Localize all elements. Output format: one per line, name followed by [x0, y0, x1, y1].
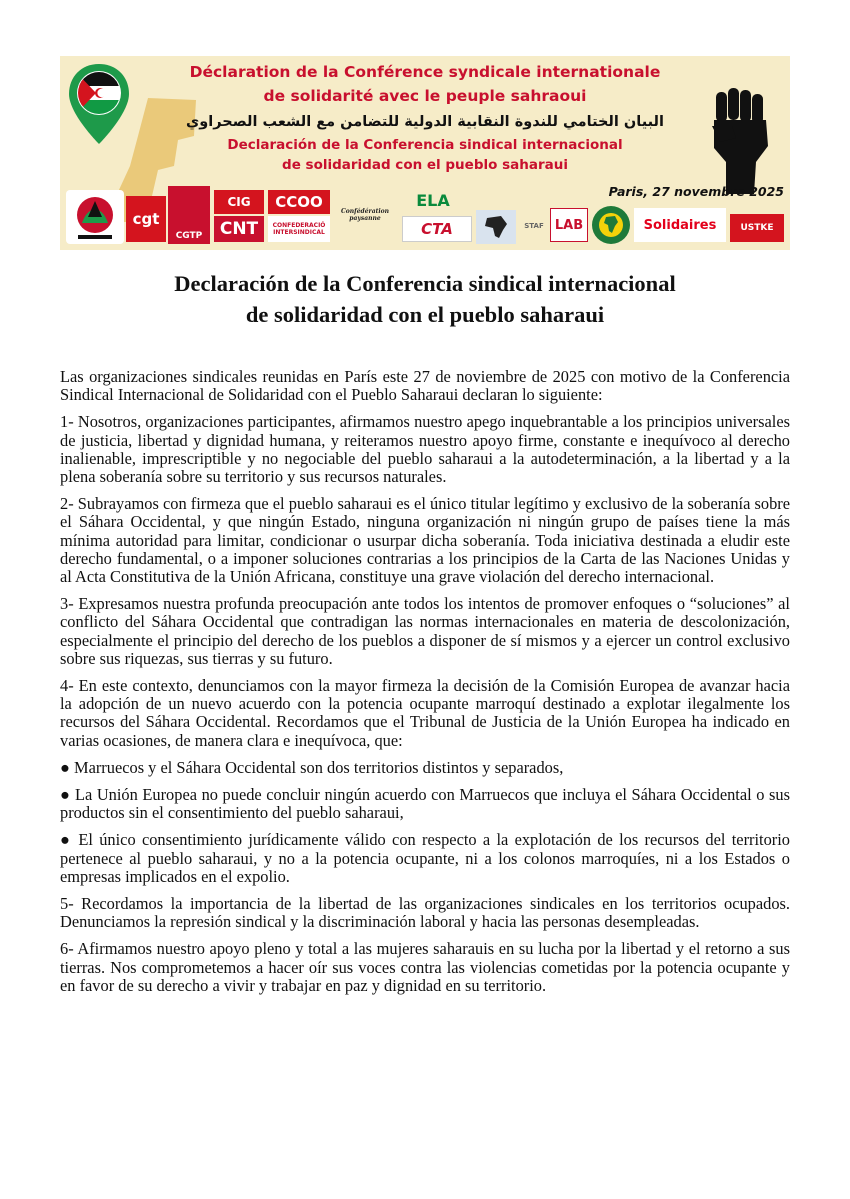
cnt-logo: CNT [214, 216, 264, 242]
confederation-paysanne-logo: Confédération paysanne [340, 208, 389, 222]
banner-title-arabic: البيان الختامي للندوة النقابية الدولية للتضامن مع الشعب الصحراوي [186, 114, 664, 130]
ugtsario-emblem-icon [70, 193, 120, 241]
intersindical-logo: CONFEDERACIÓ INTERSINDICAL [268, 216, 330, 242]
cig-logo: CIG [214, 190, 264, 214]
banner-title-spanish-line1: Declaración de la Conferencia sindical internacional [227, 137, 623, 153]
cta-logo: CTA [402, 216, 472, 242]
point-4-paragraph: 4- En este contexto, denunciamos con la mayor firmeza la decisión de la Comisión Europea de avanzar hacia la adopción de un nuevo acuerdo con la potencia ocupante marroquí destinado a explotar ilegalmente los recursos del Sáhara Occidental. Recordamos que el Tribunal de Justicia de la Unión Europea ha indicado en varias ocasiones, de manera clara e inequívoca, que: [60, 676, 790, 750]
point-3-paragraph: 3- Expresamos nuestra profunda preocupación ante todos los intentos de promover enfoques o “soluciones” al conflicto del Sáhara Occidental que contradigan las normas internacionales en materia de descolonización, especialmente el principio del derecho de los pueblos a disponer de sí mismos y a ejercer un control exclusivo sobre sus riquezas, sus tierras y su futuro. [60, 594, 790, 668]
banner-title-french-line1: Déclaration de la Conférence syndicale internationale [189, 63, 661, 81]
ccoo-logo: CCOO [268, 190, 330, 214]
bullet-item: ● El único consentimiento jurídicamente válido con respecto a la explotación de los recursos del territorio pertenece al pueblo saharaui, y no a la potencia ocupante, ni a los colonos marroquíes, ni a los Estados o empresas implicados en el expolio. [60, 830, 790, 886]
banner-title-french-line2: de solidarité avec le peuple sahraoui [263, 87, 587, 105]
raised-fist-icon [708, 86, 772, 196]
banner-date: Paris, 27 novembre 2025 [608, 184, 784, 199]
ugtsario-logo [66, 190, 124, 244]
oatuu-logo [592, 206, 630, 244]
document-title [60, 268, 790, 330]
document-title-line1: Declaración de la Conferencia sindical internacional [174, 271, 676, 296]
document-title-line2: de solidaridad con el pueblo saharaui [245, 302, 605, 327]
africa-globe-icon [596, 210, 626, 240]
intro-paragraph: Las organizaciones sindicales reunidas en París este 27 de noviembre de 2025 con motivo de la Conferencia Sindical Internacional de Solidaridad con el Pueblo Saharaui declaran lo siguiente: [60, 367, 790, 405]
africa-union-logo [476, 210, 516, 244]
point-2-paragraph: 2- Subrayamos con firmeza que el pueblo saharaui es el único titular legítimo y exclusivo de la soberanía sobre el Sáhara Occidental, y que ningún Estado, ninguna organización ni ningún grupo de países tiene la más mínima autoridad para limitar, condicionar o usurpar dicha soberanía. Toda iniciativa destinada a eludir este derecho fundamental, o a imponer soluciones contrarias a los principios de la Carta de las Naciones Unidas y al Acta Constitutiva de la Unión Africana, constituye una grave violación del derecho internacional. [60, 494, 790, 587]
union-logos-row [64, 186, 786, 246]
point-6-paragraph: 6- Afirmamos nuestro apoyo pleno y total a las mujeres saharauis en su lucha por la libertad y el retorno a sus tierras. Nos comprometemos a hacer oír sus voces contra las violencias cometidas por la potencia ocupante y en favor de su derecho a vivir y trabajar en paz y dignidad en su territorio. [60, 939, 790, 995]
bullet-item: ● Marruecos y el Sáhara Occidental son dos territorios distintos y separados, [60, 757, 564, 777]
cgtp-logo: CGTP [168, 186, 210, 244]
point-5-paragraph: 5- Recordamos la importancia de la libertad de las organizaciones sindicales en los territorios ocupados. Denunciamos la represión sindical y la discriminación laboral y hacia las personas desempleadas. [60, 894, 790, 932]
africa-map-icon [481, 214, 511, 240]
declaration-body [60, 368, 790, 1004]
cgt-logo: cgt [126, 196, 166, 242]
ustke-logo: USTKE [730, 214, 784, 242]
lab-logo: LAB [550, 208, 588, 242]
bullet-item: ● La Unión Europea no puede concluir ningún acuerdo con Marruecos que incluya el Sáhara Occidental o sus productos sin el consentimiento del pueblo saharaui, [60, 785, 790, 823]
conference-banner [60, 56, 790, 250]
staf-logo: STAF [524, 222, 544, 230]
ela-logo: ELA [416, 190, 450, 210]
sahrawi-flag-pin-icon [66, 62, 132, 146]
banner-title-spanish-line2: de solidaridad con el pueblo saharaui [282, 157, 568, 173]
solidaires-logo: Solidaires [634, 208, 726, 242]
point-1-paragraph: 1- Nosotros, organizaciones participantes, afirmamos nuestro apego inquebrantable a los principios universales de justicia, libertad y dignidad humana, y reiteramos nuestro apoyo firme, constante e inequívoco al derecho inalienable, imprescriptible y no negociable del pueblo saharaui a la autodeterminación, a la libertad y a la plena soberanía sobre su territorio y sus recursos naturales. [60, 412, 790, 487]
